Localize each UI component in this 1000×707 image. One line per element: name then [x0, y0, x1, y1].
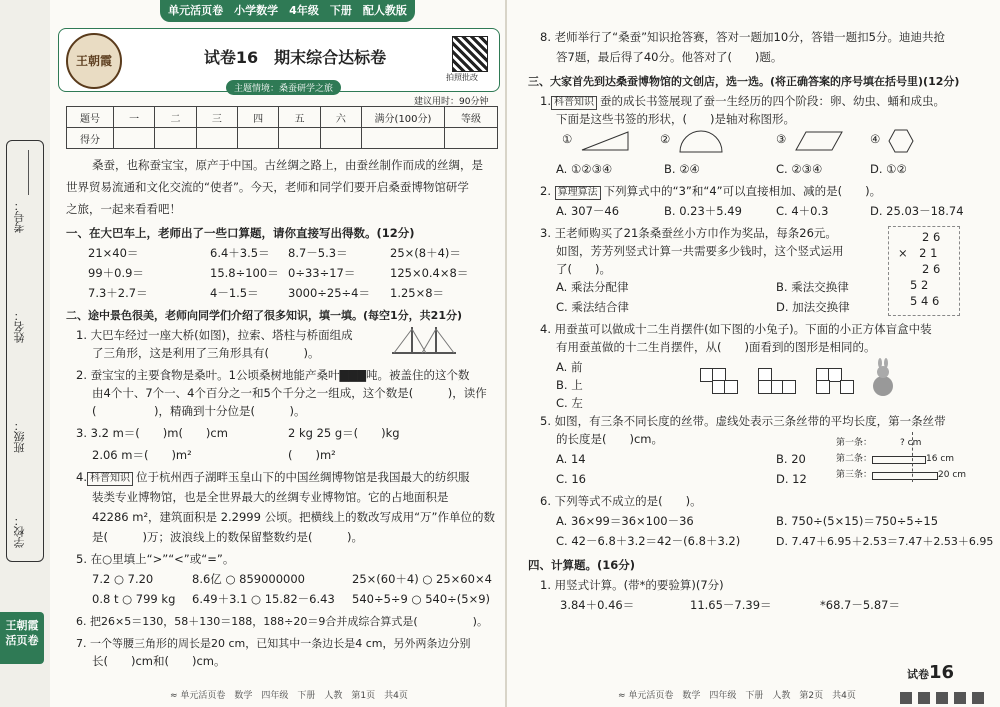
q3-item: ( )m² — [288, 448, 336, 462]
hexagon-bookmark-icon — [888, 128, 914, 154]
r1-option: A. ①②③④ — [556, 162, 613, 176]
score-table — [66, 106, 498, 149]
r6-option: D. 7.47＋6.95＋2.53＝7.47＋2.53＋6.95 — [776, 535, 994, 548]
r1-option: C. ②③④ — [776, 162, 823, 176]
vertical-calc-row: 5 2 — [910, 278, 929, 292]
q1-line: 了三角形，这是利用了三角形具有( )。 — [92, 346, 320, 360]
brand-tab-line2: 活页卷 — [5, 634, 39, 647]
exam-number-tag — [907, 662, 954, 683]
q3-item: 3. 3.2 m＝( )m( )cm — [76, 426, 228, 440]
cube — [840, 380, 854, 394]
calc-item: 0÷33÷17＝ — [288, 266, 356, 280]
r5-option: D. 12 — [776, 472, 807, 486]
q7-line: 7. 一个等腰三角形的周长是20 cm，已知其中一条边长是4 cm，另外两条边分别 — [76, 637, 471, 650]
calc-item: 15.8÷100＝ — [210, 266, 279, 280]
vertical-calc-row: 2 6 — [922, 230, 941, 244]
school-label: 学校： — [13, 515, 26, 548]
intro-line: 世界贸易流通和文化交流的“使者”。今天，老师和同学们要开启桑蚕博物馆研学 — [66, 180, 469, 194]
q3-item: 2 kg 25 g＝( )kg — [288, 426, 400, 440]
r6-option: C. 42－6.8＋3.2＝42－(6.8＋3.2) — [556, 534, 741, 548]
vertical-calc-item: 3.84＋0.46＝ — [560, 598, 635, 612]
score-cell[interactable] — [362, 128, 445, 149]
qr-code-icon[interactable] — [452, 36, 488, 72]
score-cell[interactable] — [155, 128, 196, 149]
cube — [758, 380, 772, 394]
exam-tag-prefix: 试卷 — [907, 668, 929, 681]
r2-option: D. 25.03－18.74 — [870, 204, 964, 218]
score-table-score-row — [67, 128, 498, 149]
score-header: 四 — [237, 107, 278, 128]
cube — [724, 380, 738, 394]
cube — [816, 380, 830, 394]
binding-sidebar — [0, 0, 50, 707]
vertical-calc-row: 2 6 — [922, 262, 941, 276]
decorative-stripes — [900, 692, 990, 704]
calc-item: 4－1.5＝ — [210, 286, 259, 300]
score-header: 六 — [320, 107, 361, 128]
page-gutter — [505, 0, 507, 707]
r3-option: B. 乘法交换律 — [776, 280, 849, 294]
r2-option: C. 4＋0.3 — [776, 204, 829, 218]
compare-item: 8.6亿 ○ 859000000 — [192, 572, 305, 586]
q5-title: 5. 在○里填上“>”“<”或“=”。 — [76, 552, 235, 566]
q4-number: 4. — [76, 470, 87, 484]
calc-item: 1.25×8＝ — [390, 286, 445, 300]
r6-option: A. 36×99＝36×100－36 — [556, 514, 694, 528]
r4-option: C. 左 — [556, 396, 583, 410]
ribbon-length: ? cm — [900, 438, 922, 448]
r3-line: 了( )。 — [556, 262, 611, 276]
q7-line: 长( )cm和( )cm。 — [92, 654, 226, 668]
r5-line: 5. 如图，有三条不同长度的丝带。虚线处表示三条丝带的平均长度，第一条丝带 — [540, 414, 946, 428]
r3-option: A. 乘法分配律 — [556, 280, 629, 294]
r2-line: 2. 算理算法 下列算式中的“3”和“4”可以直接相加、减的是( )。 — [540, 184, 882, 198]
r4-option: B. 上 — [556, 378, 583, 392]
r1-option: B. ②④ — [664, 162, 700, 176]
score-cell[interactable] — [445, 128, 498, 149]
calc-item: 3000÷25÷4＝ — [288, 286, 370, 300]
score-header: 一 — [114, 107, 155, 128]
q2-line: 由4个十、7个一、4个百分之一和5个千分之一组成，这个数是( )，读作 — [92, 386, 487, 400]
compare-item: 540÷5÷9 ○ 540÷(5×9) — [352, 592, 491, 606]
compare-item: 7.2 ○ 7.20 — [92, 572, 154, 586]
cube — [782, 380, 796, 394]
calc-item: 6.4＋3.5＝ — [210, 246, 270, 260]
exam-no-line — [28, 150, 29, 195]
q4-line: 是( )万；波浪线上的数保留整数约是( )。 — [92, 530, 363, 544]
score-cell[interactable] — [237, 128, 278, 149]
calc-item: 21×40＝ — [88, 246, 139, 260]
r5-option: C. 16 — [556, 472, 586, 486]
score-header: 等级 — [445, 107, 498, 128]
average-dashed-line — [912, 432, 913, 482]
r2-option: A. 307－46 — [556, 204, 620, 218]
brand-tab — [0, 612, 44, 664]
name-label: 姓名： — [13, 310, 26, 343]
r5-option: A. 14 — [556, 452, 586, 466]
score-cell[interactable] — [196, 128, 237, 149]
score-row-label: 得分 — [67, 128, 114, 149]
section-1-title: 一、在大巴车上，老师出了一些口算题，请你直接写出得数。(12分) — [66, 226, 415, 240]
intro-line: 之旅，一起来看看吧！ — [66, 202, 181, 216]
r3-option: C. 乘法结合律 — [556, 300, 629, 314]
knowledge-tag: 科普知识 — [551, 96, 597, 110]
r1-number: 1. — [540, 94, 551, 108]
r3-option: D. 加法交换律 — [776, 300, 850, 314]
ribbon-label: 第三条： — [836, 470, 873, 480]
q8-line: 8. 老师举行了“桑蚕”知识抢答赛，答对一题加10分，答错一题扣5分。迪迪共抢 — [540, 30, 945, 44]
q6-text: 6. 把26×5＝130，58＋130＝188，188÷20＝9合并成综合算式是( )。 — [76, 615, 488, 628]
score-header: 五 — [279, 107, 320, 128]
r1-line — [540, 94, 945, 110]
calc-item: 8.7－5.3＝ — [288, 246, 348, 260]
r4-line: 有用蚕茧做的十二生肖摆件，从( )面看到的图形是相同的。 — [556, 340, 876, 354]
compare-item: 25×(60＋4) ○ 25×60×4 — [352, 572, 492, 586]
r3-line: 如图，芳芳列竖式计算一共需要多少钱时，这个竖式运用 — [556, 244, 844, 258]
ribbon-label: 第二条： — [836, 454, 873, 464]
r5-line: 的长度是( )cm。 — [556, 432, 663, 446]
right-footer: ≈ 单元活页卷 数学 四年级 下册 人教 第2页 共4页 — [618, 691, 856, 701]
r4-line: 4. 用蚕茧可以做成十二生肖摆件(如下图的小兔子)。下面的小正方体盲盒中装 — [540, 322, 932, 336]
q2-line: 2. 蚕宝宝的主要食物是桑叶。1公顷桑树地能产桑叶▇▇▇吨。被盖住的这个数 — [76, 368, 470, 382]
score-table-header-row — [67, 107, 498, 128]
knowledge-tag: 算理算法 — [555, 186, 601, 200]
r2-option: B. 0.23＋5.49 — [664, 204, 742, 218]
q4-line — [76, 470, 469, 486]
rabbit-figurine-icon — [868, 358, 898, 398]
r1-line: 下面是这些书签的形状，( )是轴对称图形。 — [556, 112, 795, 126]
ribbon-length: 20 cm — [938, 470, 967, 480]
theme-badge: 主题情境：桑蚕研学之旅 — [226, 80, 341, 95]
intro-line: 桑蚕，也称蚕宝宝，原产于中国。古丝绸之路上，由蚕丝制作而成的丝绸，是 — [92, 158, 483, 172]
calc-item: 125×0.4×8＝ — [390, 266, 469, 280]
score-header: 二 — [155, 107, 196, 128]
calc-item: 99＋0.9＝ — [88, 266, 144, 280]
vertical-calc-item: 11.65－7.39＝ — [690, 598, 772, 612]
r5-option: B. 20 — [776, 452, 806, 466]
shape-label: ④ — [870, 132, 881, 146]
knowledge-tag: 科普知识 — [87, 472, 133, 486]
score-cell[interactable] — [320, 128, 361, 149]
q4-line: 42286 m²，建筑面积是 2.2999 公顷。把横线上的数改写成用“万”作单位的数 — [92, 510, 496, 524]
r6-option: B. 750÷(5×15)＝750÷5÷15 — [776, 514, 939, 528]
series-banner: 单元活页卷 小学数学 4年级 下册 配人教版 — [160, 0, 415, 22]
score-header: 满分(100分) — [362, 107, 445, 128]
calc-item: 25×(8＋4)＝ — [390, 246, 461, 260]
r1-option: D. ①② — [870, 162, 907, 176]
page-title: 试卷16 期末综合达标卷 — [203, 48, 387, 67]
q4-line: 装类专业博物馆，也是全世界最大的丝绸专业博物馆。它的占地面积是 — [92, 490, 449, 504]
exam-no-label: 考号： — [13, 200, 26, 233]
score-header: 题号 — [67, 107, 114, 128]
q1-line: 1. 大巴车经过一座大桥(如图)，拉索、塔柱与桥面组成 — [76, 328, 353, 342]
r4-option: A. 前 — [556, 360, 583, 374]
parallelogram-bookmark-icon — [794, 130, 844, 152]
q4-text: 位于杭州西子湖畔玉皇山下的中国丝绸博物馆是我国最大的纺织服 — [135, 470, 470, 484]
q2-line: ( )，精确到十分位是( )。 — [92, 404, 306, 418]
compare-item: 0.8 t ○ 799 kg — [92, 592, 176, 606]
brand-tab-line1: 王朝霞 — [5, 619, 39, 632]
ribbon-label: 第一条： — [836, 438, 873, 448]
ribbon-bar — [872, 456, 926, 464]
vertical-calc-row: × 2 1 — [898, 246, 938, 260]
ribbon-bar — [872, 472, 938, 480]
suggested-time: 建议用时：90分钟 — [414, 97, 489, 107]
section-3-title: 三、大家首先到达桑蚕博物馆的文创店，选一选。(将正确答案的序号填在括号里)(12分) — [528, 75, 960, 88]
section-2-title: 二、途中景色很美，老师向同学们介绍了很多知识，填一填。(每空1分，共21分) — [66, 309, 463, 322]
q8-line: 答7题，最后得了40分。他答对了( )题。 — [556, 50, 783, 64]
semicircle-bookmark-icon — [678, 128, 724, 154]
r1-text: 蚕的成长书签展现了蚕一生经历的四个阶段：卵、幼虫、蛹和成虫。 — [599, 94, 945, 108]
calc-item: 7.3＋2.7＝ — [88, 286, 148, 300]
triangle-bookmark-icon — [580, 130, 630, 152]
score-cell[interactable] — [279, 128, 320, 149]
score-cell[interactable] — [114, 128, 155, 149]
brand-logo: 王朝霞 — [66, 33, 122, 89]
compare-item: 6.49＋3.1 ○ 15.82－6.43 — [192, 592, 335, 606]
exam-tag-number: 16 — [929, 662, 955, 683]
left-footer: ≈ 单元活页卷 数学 四年级 下册 人教 第1页 共4页 — [170, 691, 408, 701]
bridge-icon — [392, 325, 456, 359]
vertical-calc-item: *68.7－5.87＝ — [820, 598, 900, 612]
shape-label: ② — [660, 132, 671, 146]
calc-instruction: 1. 用竖式计算。(带*的要验算)(7分) — [540, 578, 724, 592]
class-label: 班级： — [13, 420, 26, 453]
qr-label: 拍照批改 — [446, 73, 478, 82]
q3-item: 2.06 m＝( )m² — [92, 448, 192, 462]
ribbon-length: 16 cm — [926, 454, 955, 464]
r6-text: 6. 下列等式不成立的是( )。 — [540, 494, 702, 508]
section-4-title: 四、计算题。(16分) — [528, 558, 636, 572]
shape-label: ③ — [776, 132, 787, 146]
shape-label: ① — [562, 132, 573, 146]
r2-text: 下列算式中的“3”和“4”可以直接相加、减的是( )。 — [603, 184, 882, 198]
score-header: 三 — [196, 107, 237, 128]
vertical-calc-row: 5 4 6 — [910, 294, 940, 308]
r3-line: 3. 王老师购买了21条桑蚕丝小方巾作为奖品，每条26元。 — [540, 226, 837, 240]
